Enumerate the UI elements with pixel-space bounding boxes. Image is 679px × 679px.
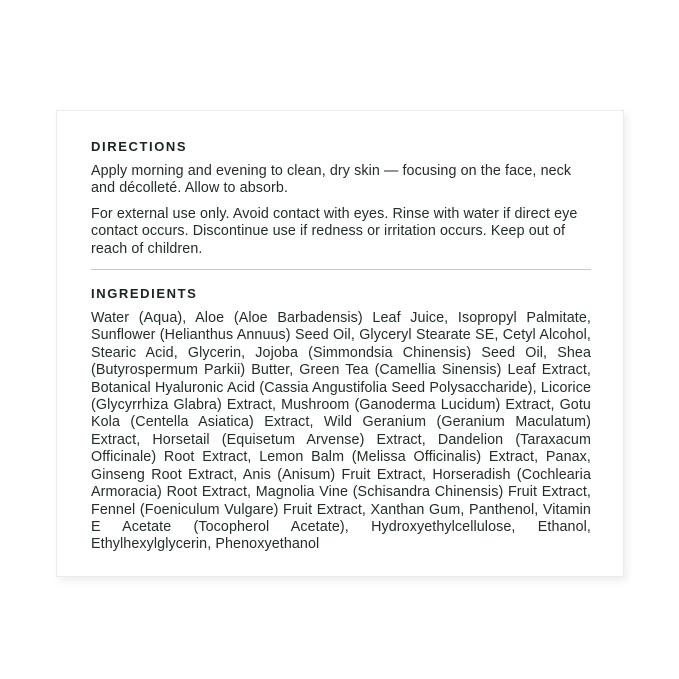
ingredients-list-paragraph: Water (Aqua), Aloe (Aloe Barbadensis) Leaf Juice, Isopropyl Palmitate, Sunflower (Helianthus Annuus) Seed Oil, Glyceryl Stearate SE, Cetyl Alcohol, Stearic Acid, Glycerin, Jojoba (Simmondsia Chinensis) Seed Oil, Shea (Butyrospermum Parkii) Butter, Green Tea (Camellia Sinensis) Leaf Extract, Botanical Hyaluronic Acid (Cassia Angustifolia Seed Polysaccharide), Licorice (Glycyrrhiza Glabra) Extract, Mushroom (Ganoderma Lucidum) Extract, Gotu Kola (Centella Asiatica) Extract, Wild Geranium (Geranium Maculatum) Extract, Horsetail (Equisetum Arvense) Extract, Dandelion (Taraxacum Officinale) Root Extract, Lemon Balm (Melissa Officinalis) Extract, Panax, Ginseng Root Extract, Anis (Anisum) Fruit Extract, Horseradish (Cochlearia Armoracia) Root Extract, Magnolia Vine (Schisandra Chinensis) Fruit Extract, Fennel (Foeniculum Vulgare) Fruit Extract, Xanthan Gum, Panthenol, Vitamin E Acetate (Tocopherol Acetate), Hydroxyethylcellulose, Ethanol, Ethylhexylglycerin, Phenoxyethanol xyxy=(91,310,591,553)
directions-section xyxy=(91,139,591,258)
product-label-card xyxy=(56,110,624,577)
ingredients-heading: INGREDIENTS xyxy=(91,286,198,302)
directions-usage-paragraph: Apply morning and evening to clean, dry skin — focusing on the face, neck and décolleté. Allow to absorb. xyxy=(91,163,572,197)
directions-heading: DIRECTIONS xyxy=(91,139,188,154)
directions-warning-paragraph: For external use only. Avoid contact with eyes. Rinse with water if direct eye contact occurs. Discontinue use if redness or irritation occurs. Keep out of reach of children. xyxy=(91,205,578,257)
section-divider xyxy=(91,269,591,270)
ingredients-section xyxy=(91,286,591,554)
